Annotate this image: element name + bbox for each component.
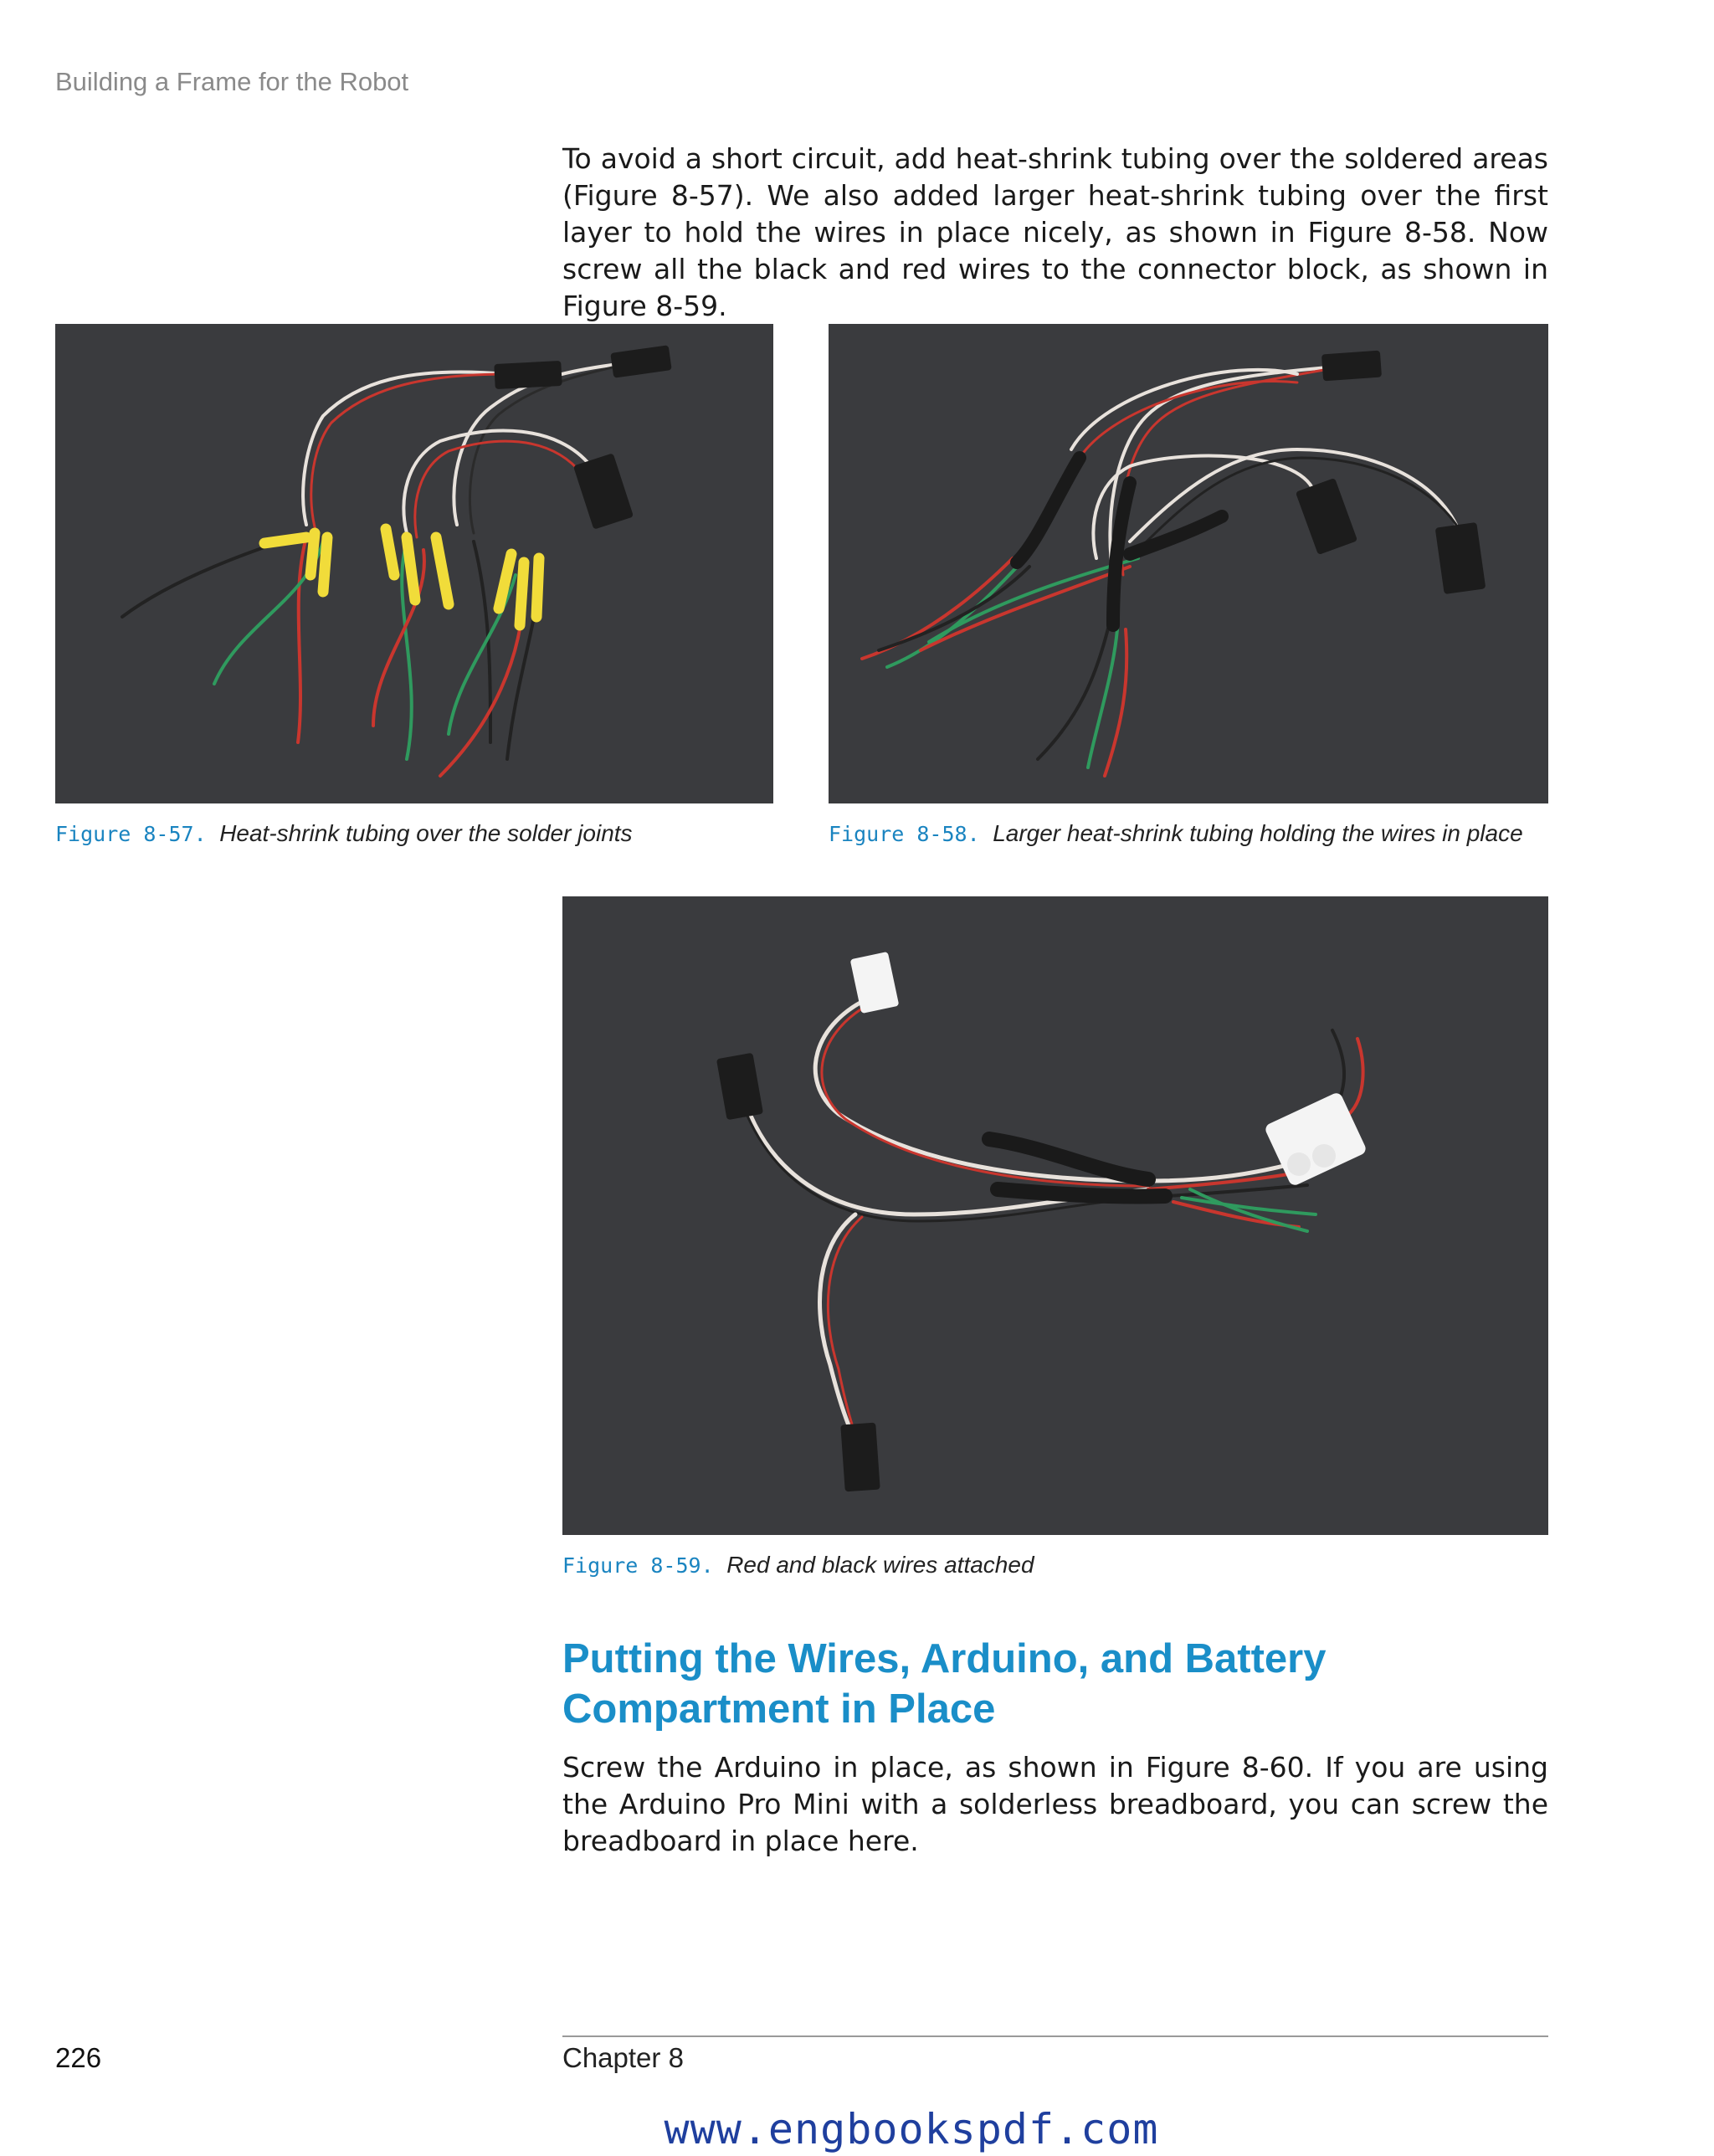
figure-8-57-label: Figure 8-57. bbox=[55, 822, 207, 846]
figure-8-59-caption-text: Red and black wires attached bbox=[726, 1552, 1034, 1578]
watermark-url: www.engbookspdf.com bbox=[664, 2105, 1159, 2153]
section-heading bbox=[562, 1634, 1550, 1734]
figure-8-57-caption-text: Heat-shrink tubing over the solder joints bbox=[219, 820, 633, 846]
figure-8-58-caption bbox=[829, 819, 1523, 850]
section-heading-line1: Putting the Wires, Arduino, and Battery bbox=[562, 1636, 1327, 1681]
chapter-label: Chapter 8 bbox=[562, 2042, 684, 2073]
page-number: 226 bbox=[55, 2042, 102, 2073]
figure-8-59-photo bbox=[562, 896, 1548, 1535]
figure-8-59-caption bbox=[562, 1550, 1034, 1581]
figure-8-59-label: Figure 8-59. bbox=[562, 1553, 714, 1578]
figure-8-57-photo bbox=[55, 324, 773, 803]
section-heading-line2: Compartment in Place bbox=[562, 1686, 996, 1732]
running-head: Building a Frame for the Robot bbox=[55, 67, 409, 96]
wires-with-connector-block-illustration bbox=[562, 896, 1548, 1535]
wires-with-yellow-tubing-illustration bbox=[55, 324, 773, 803]
wires-with-black-tubing-illustration bbox=[829, 324, 1548, 803]
intro-paragraph: To avoid a short circuit, add heat-shrink tubing over the soldered areas (Figure 8-57). We also added larger heat-shrink tubing over the first layer to hold the wires in place nicely, as shown in Figure 8-58. Now screw all the black and red wires to the connector block, as shown in Figure 8-59. bbox=[562, 142, 1548, 322]
footer-rule bbox=[562, 2035, 1548, 2037]
figure-8-58-label: Figure 8-58. bbox=[829, 822, 980, 846]
section-paragraph: Screw the Arduino in place, as shown in Figure 8-60. If you are using the Arduino Pro Mini with a solderless breadboard, you can screw the breadboard in place here. bbox=[562, 1751, 1548, 1857]
figure-8-58-photo bbox=[829, 324, 1548, 803]
figure-8-57-caption bbox=[55, 819, 633, 850]
figure-8-58-caption-text: Larger heat-shrink tubing holding the wires in place bbox=[993, 820, 1523, 846]
